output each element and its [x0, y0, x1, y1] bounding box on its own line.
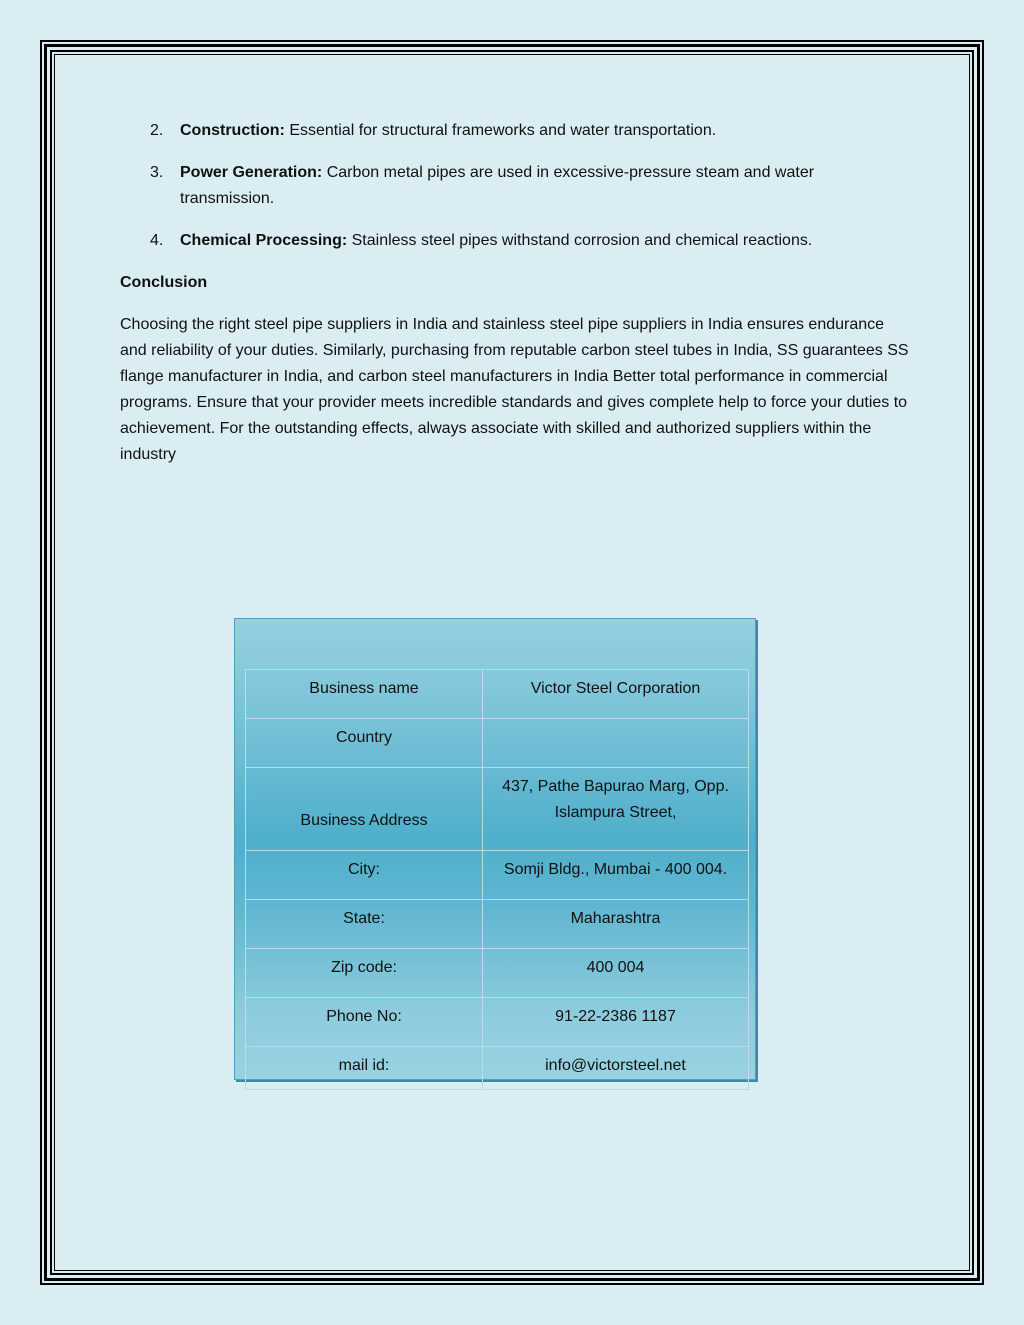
table-row: [246, 1047, 749, 1090]
list-item-text: Stainless steel pipes withstand corrosion and chemical reactions.: [347, 232, 813, 249]
mail-id-value[interactable]: info@victorsteel.net: [483, 1047, 749, 1090]
business-name-label: Business name: [246, 670, 483, 719]
city-label: City:: [246, 851, 483, 900]
table-row: [246, 719, 749, 768]
list-item-title: Power Generation:: [180, 164, 323, 181]
phone-value: 91-22-2386 1187: [483, 998, 749, 1047]
table-row: [246, 949, 749, 998]
table-row: [246, 670, 749, 719]
conclusion-paragraph: Choosing the right steel pipe suppliers in India and stainless steel pipe suppliers in India ensures endurance and reliability of your duties. Similarly, purchasing from reputable carbon steel tubes in India, SS guarantees SS flange manufacturer in India, and carbon steel manufacturers in India Better total performance in commercial programs. Ensure that your provider meets incredible standards and gives complete help to force your duties to achievement. For the outstanding effects, always associate with skilled and authorized suppliers within the industry: [120, 316, 909, 463]
mail-id-label: mail id:: [246, 1047, 483, 1090]
list-item-title: Chemical Processing:: [180, 232, 348, 249]
list-item-text: Carbon metal pipes are used in excessive-pressure steam and water transmission.: [180, 164, 815, 207]
country-label: Country: [246, 719, 483, 768]
table-row: [246, 900, 749, 949]
table-row: [246, 998, 749, 1047]
list-item-text: Essential for structural frameworks and water transportation.: [284, 122, 717, 139]
list-item: [120, 118, 910, 144]
list-number: 4.: [150, 232, 164, 249]
business-info-card: [234, 618, 756, 1080]
conclusion-heading: Conclusion: [120, 274, 208, 291]
zip-code-label: Zip code:: [246, 949, 483, 998]
business-address-label: Business Address: [246, 768, 483, 851]
business-name-value: Victor Steel Corporation: [483, 670, 749, 719]
city-value: Somji Bldg., Mumbai - 400 004.: [483, 851, 749, 900]
table-row: [246, 851, 749, 900]
list-number: 2.: [150, 122, 164, 139]
country-value: [483, 719, 749, 768]
list-item: [120, 160, 910, 212]
list-item-title: Construction:: [180, 122, 285, 139]
phone-label: Phone No:: [246, 998, 483, 1047]
zip-code-value: 400 004: [483, 949, 749, 998]
document-content: [120, 118, 910, 468]
state-label: State:: [246, 900, 483, 949]
state-value: Maharashtra: [483, 900, 749, 949]
business-address-value: 437, Pathe Bapurao Marg, Opp. Islampura Street,: [483, 768, 749, 851]
applications-list: [120, 118, 910, 254]
list-number: 3.: [150, 164, 164, 181]
list-item: [120, 228, 910, 254]
table-row: [246, 768, 749, 851]
business-info-table: [245, 669, 749, 1090]
